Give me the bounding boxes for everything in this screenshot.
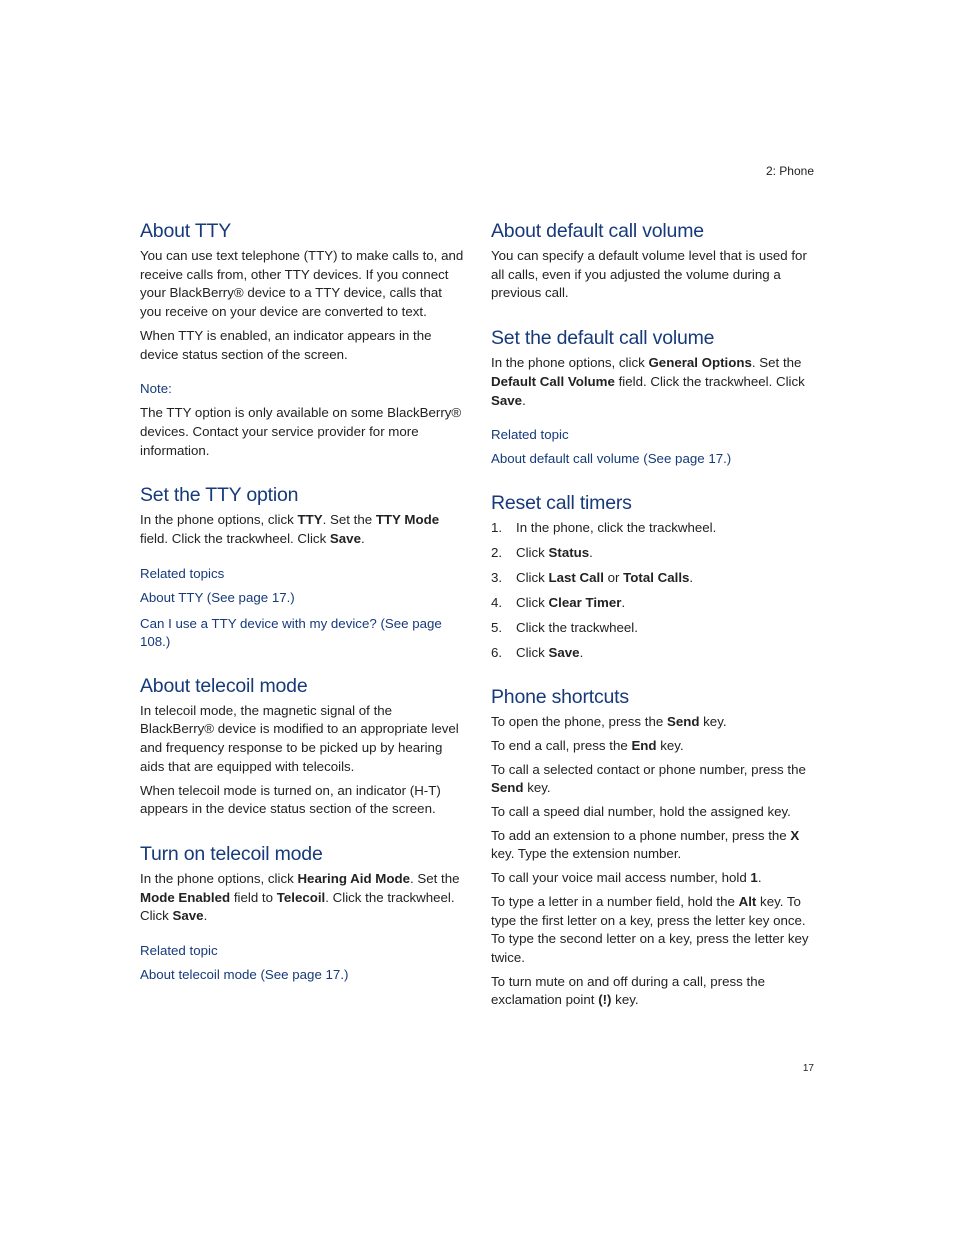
text-run: field to	[230, 889, 277, 905]
paragraph: You can specify a default volume level that is used for all calls, even if you adjusted the volume during a previous call.	[491, 248, 807, 301]
list-item	[491, 544, 817, 562]
text-run: .	[203, 908, 208, 924]
ui-term: 1	[750, 870, 758, 886]
ui-term: Last Call	[548, 570, 604, 586]
text-run: field. Click the trackwheel. Click	[140, 531, 330, 547]
related-link	[140, 589, 466, 607]
shortcut-item	[491, 869, 817, 888]
ui-term: Mode Enabled	[140, 889, 231, 905]
shortcut-item	[491, 737, 817, 756]
text-run: .	[360, 531, 365, 547]
page-number: 17	[802, 1063, 814, 1074]
text-run: To call your voice mail access number, hold	[491, 870, 751, 886]
ui-term: TTY	[297, 512, 323, 528]
related-link	[491, 450, 817, 468]
text-run: . Click the trackwheel. Click	[140, 889, 455, 924]
step-number: 3.	[491, 570, 503, 586]
ui-term: TTY Mode	[375, 512, 440, 528]
right-column	[491, 218, 817, 1032]
link-about-default-volume[interactable]: About default call volume (See page 17.)	[491, 451, 732, 467]
heading-about-tty: About TTY	[140, 220, 232, 242]
ui-term: (!)	[598, 992, 612, 1008]
ui-term: Status	[548, 545, 590, 561]
step-text	[516, 594, 625, 612]
link-about-tty[interactable]: About TTY (See page 17.)	[140, 589, 295, 605]
related-link	[140, 966, 466, 984]
step-text	[516, 619, 638, 637]
paragraph: When telecoil mode is turned on, an indicator (H-T) appears in the device status section of the screen.	[140, 782, 441, 817]
text-run: In the phone options, click	[140, 512, 298, 528]
ui-term: Hearing Aid Mode	[297, 870, 410, 886]
step-text	[516, 544, 593, 562]
text-run: To type a letter in a number field, hold the	[491, 893, 739, 909]
text-run: Click	[516, 645, 549, 661]
paragraph: When TTY is enabled, an indicator appears in the device status section of the screen.	[140, 327, 432, 362]
note-label: Note:	[140, 381, 172, 397]
section-about-tty	[140, 218, 466, 460]
step-text	[516, 569, 693, 587]
text-run: key.	[611, 992, 639, 1008]
note-text: The TTY option is only available on some BlackBerry® devices. Contact your service provider for more information.	[140, 405, 462, 458]
link-tty-device-faq[interactable]: Can I use a TTY device with my device? (See page 108.)	[140, 615, 442, 649]
running-header: 2: Phone	[765, 164, 814, 178]
list-item	[491, 519, 817, 537]
ui-term: General Options	[648, 355, 752, 371]
text-run: key.	[523, 780, 551, 796]
section-reset-call-timers	[491, 490, 817, 662]
ui-term: X	[790, 827, 800, 843]
shortcut-item	[491, 973, 817, 1010]
text-run: Click the trackwheel.	[516, 620, 638, 636]
text-run: To add an extension to a phone number, press the	[491, 827, 791, 843]
heading-turn-on-telecoil: Turn on telecoil mode	[140, 842, 323, 865]
shortcut-item	[491, 713, 817, 732]
text-run: Click	[516, 595, 549, 611]
text-run: .	[689, 570, 694, 586]
text-run: key. Type the extension number.	[491, 846, 682, 862]
heading-set-tty-option: Set the TTY option	[140, 484, 299, 507]
text-run: key.	[699, 714, 727, 730]
text-run: To call a selected contact or phone number, press the	[491, 761, 806, 777]
text-run: key.	[656, 737, 684, 753]
section-turn-on-telecoil	[140, 841, 466, 984]
section-about-default-volume	[491, 218, 817, 303]
text-run: .	[621, 595, 626, 611]
related-link	[140, 615, 466, 651]
step-text	[516, 519, 716, 537]
steps-list	[491, 519, 817, 662]
list-item	[491, 619, 817, 637]
text-run: .	[757, 870, 762, 886]
ui-term: End	[631, 737, 657, 753]
paragraph: In telecoil mode, the magnetic signal of the BlackBerry® device is modified to an appropriate level and frequency response to be picked up by hearing aids that are equipped with telecoils.	[140, 702, 459, 774]
text-run: key. To type the first letter on a key, press the letter key once. To type the second letter on a key, press the letter key twice.	[491, 893, 809, 965]
shortcut-list	[491, 713, 817, 1010]
text-run: . Set the	[322, 512, 376, 528]
text-run: In the phone, click the trackwheel.	[516, 520, 717, 536]
list-item	[491, 644, 817, 662]
text-run: . Set the	[751, 355, 802, 371]
text-run: .	[589, 545, 593, 561]
text-run: To open the phone, press the	[491, 714, 667, 730]
left-column	[140, 218, 466, 1006]
text-run: .	[579, 645, 584, 661]
text-run: or	[603, 570, 624, 586]
shortcut-item	[491, 803, 817, 822]
step-number: 6.	[491, 645, 503, 661]
related-topic-label: Related topic	[491, 427, 569, 443]
text-run: In the phone options, click	[140, 870, 298, 886]
ui-term: Clear Timer	[548, 595, 622, 611]
heading-reset-call-timers: Reset call timers	[491, 492, 632, 515]
heading-set-default-volume: Set the default call volume	[491, 327, 715, 350]
step-number: 5.	[491, 620, 503, 636]
text-run: To call a speed dial number, hold the assigned key.	[491, 804, 791, 820]
related-topics-label: Related topics	[140, 565, 225, 581]
paragraph	[140, 870, 466, 926]
ui-term: Telecoil	[276, 889, 326, 905]
ui-term: Send	[666, 714, 700, 730]
step-number: 4.	[491, 595, 503, 611]
heading-phone-shortcuts: Phone shortcuts	[491, 686, 629, 709]
step-text	[516, 644, 583, 662]
shortcut-item	[491, 893, 817, 968]
heading-about-default-volume: About default call volume	[491, 220, 704, 242]
paragraph	[491, 354, 817, 410]
text-run: . Set the	[410, 870, 460, 886]
ui-term: Save	[491, 392, 523, 408]
text-run: Click	[516, 570, 549, 586]
text-run: Click	[516, 545, 549, 561]
text-run: To turn mute on and off during a call, press the exclamation point	[491, 973, 765, 1008]
ui-term: Save	[329, 531, 361, 547]
section-set-default-volume	[491, 325, 817, 468]
ui-term: Alt	[738, 893, 757, 909]
section-phone-shortcuts	[491, 684, 817, 1010]
section-set-tty-option	[140, 482, 466, 650]
ui-term: Total Calls	[623, 570, 690, 586]
link-about-telecoil[interactable]: About telecoil mode (See page 17.)	[140, 967, 349, 983]
text-run: field. Click the trackwheel. Click	[614, 373, 805, 389]
ui-term: Save	[548, 645, 580, 661]
heading-about-telecoil: About telecoil mode	[140, 674, 308, 697]
list-item	[491, 594, 817, 612]
list-item	[491, 569, 817, 587]
shortcut-item	[491, 827, 817, 864]
section-about-telecoil	[140, 673, 466, 819]
paragraph: You can use text telephone (TTY) to make calls to, and receive calls from, other TTY devices. If you connect your BlackBerry® device to a TTY device, calls that you receive on your device are converted to text.	[140, 248, 464, 320]
text-run: In the phone options, click	[491, 355, 649, 371]
step-number: 1.	[491, 520, 503, 536]
text-run: To end a call, press the	[491, 737, 632, 753]
ui-term: Save	[172, 908, 204, 924]
text-run: .	[522, 392, 526, 408]
step-number: 2.	[491, 545, 503, 561]
shortcut-item	[491, 761, 817, 798]
related-topic-label: Related topic	[140, 943, 218, 959]
ui-term: Default Call Volume	[491, 373, 615, 389]
ui-term: Send	[491, 780, 524, 796]
paragraph	[140, 511, 466, 548]
